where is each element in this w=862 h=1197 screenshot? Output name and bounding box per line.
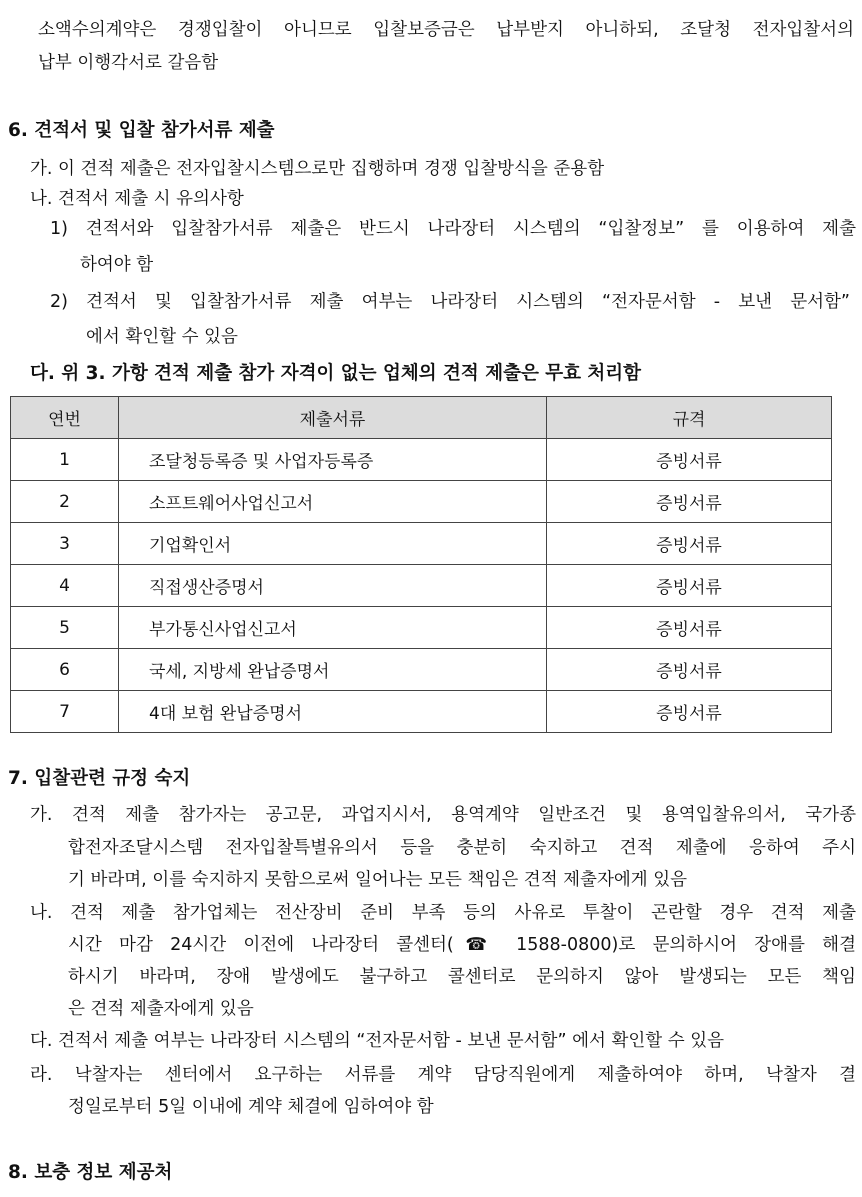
row-number: 5 [11, 607, 119, 649]
row-document: 국세, 지방세 완납증명서 [119, 649, 547, 691]
section-7-item-ra-line-1: 라. 낙찰자는 센터에서 요구하는 서류를 계약 담당직원에게 제출하여야 하며, 낙찰자 결 [30, 1065, 856, 1085]
section-6-subitem-2-line-2: 에서 확인할 수 있음 [86, 327, 238, 347]
row-document: 소프트웨어사업신고서 [119, 481, 547, 523]
table-row [11, 607, 832, 649]
row-document: 4대 보험 완납증명서 [119, 691, 547, 733]
row-number: 1 [11, 439, 119, 481]
section-7-item-ga-line-2: 합전자조달시스템 전자입찰특별유의서 등을 충분히 숙지하고 견적 제출에 응하여 주시 [68, 838, 856, 858]
row-document: 기업확인서 [119, 523, 547, 565]
row-number: 4 [11, 565, 119, 607]
row-number: 2 [11, 481, 119, 523]
row-spec: 증빙서류 [547, 439, 832, 481]
section-6-item-da: 다. 위 3. 가항 견적 제출 참가 자격이 없는 업체의 견적 제출은 무효 처리함 [30, 363, 642, 384]
row-spec: 증빙서류 [547, 649, 832, 691]
row-spec: 증빙서류 [547, 691, 832, 733]
section-7-item-ga-line-1: 가. 견적 제출 참가자는 공고문, 과업지시서, 용역계약 일반조건 및 용역입찰유의서, 국가종 [30, 805, 856, 825]
intro-line-1: 소액수의계약은 경쟁입찰이 아니므로 입찰보증금은 납부받지 아니하되, 조달청 전자입찰서의 [38, 20, 854, 40]
section-7-heading: 7. 입찰관련 규정 숙지 [8, 768, 191, 789]
row-number: 7 [11, 691, 119, 733]
section-7-item-na-line-2: 시간 마감 24시간 이전에 나라장터 콜센터(☎ 1588-0800)로 문의하시어 장애를 해결 [68, 935, 856, 955]
section-6-subitem-1-line-1: 1) 견적서와 입찰참가서류 제출은 반드시 나라장터 시스템의 “입찰정보” 를 이용하여 제출 [50, 219, 856, 239]
section-6-item-ga: 가. 이 견적 제출은 전자입찰시스템으로만 집행하며 경쟁 입찰방식을 준용함 [30, 159, 605, 179]
row-spec: 증빙서류 [547, 565, 832, 607]
table-row [11, 439, 832, 481]
submission-documents-table [10, 396, 832, 733]
column-header-number: 연번 [11, 397, 119, 439]
table-header-row [11, 397, 832, 439]
section-6-subitem-2-line-1: 2) 견적서 및 입찰참가서류 제출 여부는 나라장터 시스템의 “전자문서함 - 보낸 문서함” [50, 292, 850, 312]
table-row [11, 523, 832, 565]
row-spec: 증빙서류 [547, 607, 832, 649]
row-document: 부가통신사업신고서 [119, 607, 547, 649]
row-spec: 증빙서류 [547, 523, 832, 565]
section-7-item-na-line-1: 나. 견적 제출 참가업체는 전산장비 준비 부족 등의 사유로 투찰이 곤란할 경우 견적 제출 [30, 903, 856, 923]
section-6-subitem-1-line-2: 하여야 함 [80, 255, 154, 275]
row-number: 3 [11, 523, 119, 565]
section-7-item-na-line-4: 은 견적 제출자에게 있음 [68, 999, 254, 1019]
row-spec: 증빙서류 [547, 481, 832, 523]
section-6-heading: 6. 견적서 및 입찰 참가서류 제출 [8, 120, 275, 141]
section-7-item-na-line-3: 하시기 바라며, 장애 발생에도 불구하고 콜센터로 문의하지 않아 발생되는 모든 책임 [68, 967, 856, 987]
section-8-heading: 8. 보충 정보 제공처 [8, 1162, 173, 1183]
section-7-item-da: 다. 견적서 제출 여부는 나라장터 시스템의 “전자문서함 - 보낸 문서함” 에서 확인할 수 있음 [30, 1031, 724, 1051]
intro-line-2: 납부 이행각서로 갈음함 [38, 53, 219, 73]
table-row [11, 481, 832, 523]
table-row [11, 565, 832, 607]
column-header-spec: 규격 [547, 397, 832, 439]
section-6-item-na: 나. 견적서 제출 시 유의사항 [30, 189, 244, 209]
section-7-item-ga-line-3: 기 바라며, 이를 숙지하지 못함으로써 일어나는 모든 책임은 견적 제출자에게 있음 [68, 870, 688, 890]
table-row [11, 649, 832, 691]
row-document: 조달청등록증 및 사업자등록증 [119, 439, 547, 481]
table-row [11, 691, 832, 733]
section-7-item-ra-line-2: 정일로부터 5일 이내에 계약 체결에 임하여야 함 [68, 1097, 434, 1117]
column-header-document: 제출서류 [119, 397, 547, 439]
row-document: 직접생산증명서 [119, 565, 547, 607]
row-number: 6 [11, 649, 119, 691]
